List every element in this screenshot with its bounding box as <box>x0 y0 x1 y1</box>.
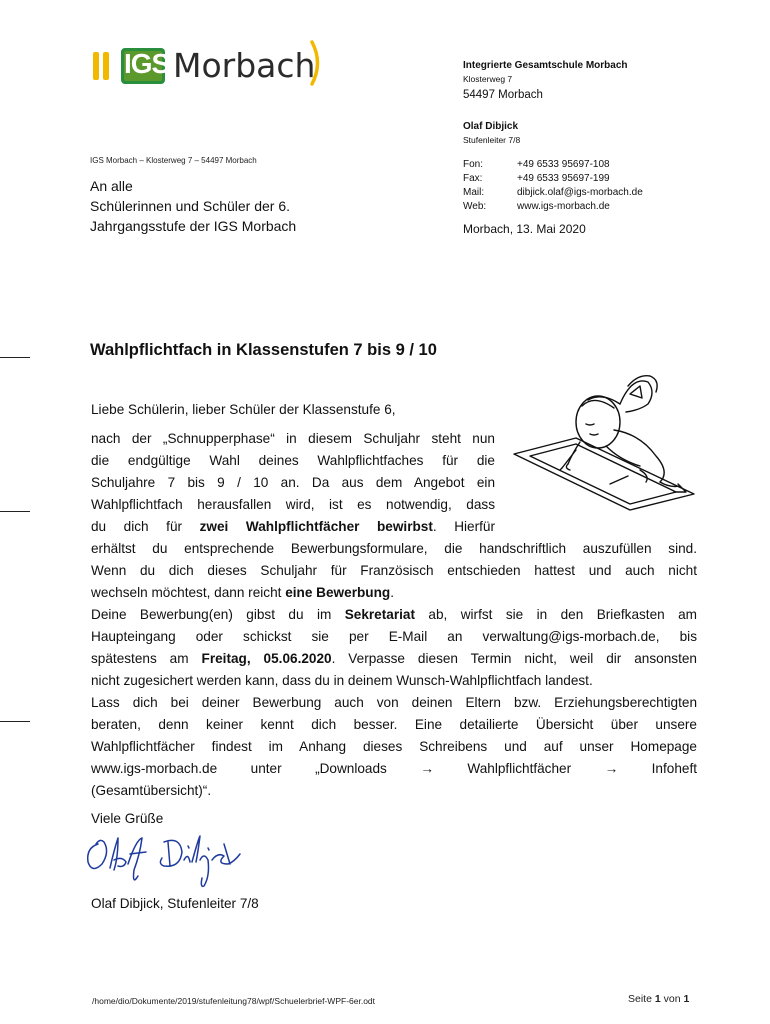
body-line: beraten, denn keiner kennt dich besser. Eine detailierte Übersicht über unsere <box>91 717 697 732</box>
body-line: Wahlpflichtfächer findest im Anhang dieses Schreibens und auf unser Homepage <box>91 739 697 754</box>
page-prefix: Seite <box>628 993 655 1005</box>
body-text-run: Deine Bewerbung(en) gibst du im <box>91 607 345 622</box>
recipient-block <box>90 176 410 236</box>
email-value: dibjick.olaf@igs-morbach.de <box>517 187 643 198</box>
contact-label: Mail: <box>463 187 485 198</box>
emphasis-two-applications: zwei Wahlpflichtfächer bewirbst <box>199 519 433 534</box>
fax-value: +49 6533 95697-199 <box>517 173 610 184</box>
body-line: Haupteingang oder schickst sie per E-Mail an verwaltung@igs-morbach.de, bis <box>91 629 697 644</box>
body-line <box>91 604 697 626</box>
logo-bar-left <box>93 52 99 80</box>
body-line: Schuljahre 7 bis 9 / 10 an. Da aus dem Angebot ein <box>91 475 495 490</box>
body-line: erhältst du entsprechende Bewerbungsformulare, die handschriftlich auszufüllen sind. <box>91 541 697 556</box>
contact-row-mail <box>463 186 753 200</box>
body-text-run: wechseln möchtest, dann reicht <box>91 585 286 600</box>
contact-label: Fax: <box>463 173 483 184</box>
body-wide-block <box>91 538 697 802</box>
body-narrow-block <box>91 428 495 538</box>
body-line <box>91 582 697 604</box>
contact-row-web <box>463 200 753 214</box>
web-value: www.igs-morbach.de <box>517 201 610 212</box>
recipient-line-3: Jahrgangsstufe der IGS Morbach <box>90 218 297 234</box>
emphasis-one-application: eine Bewerbung <box>285 585 391 600</box>
contact-label: Web: <box>463 201 487 212</box>
body-line: www.igs-morbach.de unter „Downloads → Wahlpflichtfächer → Infoheft <box>91 761 697 776</box>
contact-label: Fon: <box>463 159 484 170</box>
school-logo <box>93 46 333 92</box>
body-text-run: du dich für <box>91 519 200 534</box>
body-text-run: . Verpasse diesen Termin nicht, weil dir ansonsten <box>331 651 697 666</box>
body-line: Wenn du dich dieses Schuljahr für Französisch entschieden hattest und auch nicht <box>91 563 697 578</box>
contact-row-fon <box>463 158 753 172</box>
body-text-run: . Hierfür <box>432 519 495 534</box>
signature-name: Olaf Dibjick, Stufenleiter 7/8 <box>91 896 259 911</box>
body-line: Lass dich bei deiner Bewerbung auch von deinen Eltern bzw. Erziehungsberechtigten <box>91 695 697 710</box>
sender-person-name: Olaf Dibjick <box>463 121 519 132</box>
logo-wordmark: Morbach <box>173 46 316 85</box>
body-text-run: ab, wirfst sie in den Briefkasten am <box>414 607 697 622</box>
sender-person <box>463 120 753 147</box>
handwritten-signature <box>84 830 254 892</box>
logo-paren <box>309 40 323 86</box>
contact-row-fax <box>463 172 753 186</box>
phone-value: +49 6533 95697-108 <box>517 159 610 170</box>
body-line: Wahlpflichtfach herausfallen wird, ist es notwendig, dass <box>91 497 495 512</box>
logo-bar-right <box>103 52 109 80</box>
body-text-run: . <box>390 585 394 600</box>
body-line: die endgültige Wahl deines Wahlpflichtfaches für die <box>91 453 495 468</box>
salutation: Liebe Schülerin, lieber Schüler der Klassenstufe 6, <box>91 402 396 417</box>
body-line <box>91 648 697 670</box>
sender-street: Klosterweg 7 <box>463 74 513 84</box>
page-mid: von <box>660 993 684 1005</box>
recipient-line-2: Schülerinnen und Schüler der 6. <box>90 198 291 214</box>
writing-child-illustration <box>510 364 700 514</box>
sender-school-name: Integrierte Gesamtschule Morbach <box>463 60 628 71</box>
recipient-line-1: An alle <box>90 178 133 194</box>
punch-mark <box>0 511 30 512</box>
fold-mark-top <box>0 357 30 358</box>
body-line: nicht zugesichert werden kann, dass du in deinem Wunsch-Wahlpflichtfach landest. <box>91 673 593 688</box>
page-current: 1 <box>654 993 661 1005</box>
body-text-run: spätestens am <box>91 651 202 666</box>
emphasis-secretariat: Sekretariat <box>344 607 415 622</box>
letter-subject: Wahlpflichtfach in Klassenstufen 7 bis 9 / 10 <box>90 341 437 359</box>
body-line: (Gesamtübersicht)“. <box>91 783 212 798</box>
return-address: IGS Morbach – Klosterweg 7 – 54497 Morbach <box>90 156 257 165</box>
page-total: 1 <box>683 993 690 1005</box>
body-line <box>91 516 495 538</box>
sender-person-role: Stufenleiter 7/8 <box>463 135 521 145</box>
fold-mark-bottom <box>0 721 30 722</box>
letter-date: Morbach, 13. Mai 2020 <box>463 222 586 236</box>
sender-block <box>463 59 753 104</box>
logo-igs-text: IGS <box>124 48 170 79</box>
closing: Viele Grüße <box>91 811 164 826</box>
contact-list <box>463 158 753 218</box>
file-path: /home/dio/Dokumente/2019/stufenleitung78/wpf/Schuelerbrief-WPF-6er.odt <box>92 996 376 1006</box>
body-line: nach der „Schnupperphase“ in diesem Schuljahr steht nun <box>91 431 495 446</box>
page-number <box>628 993 689 1005</box>
sender-city: 54497 Morbach <box>463 89 543 101</box>
emphasis-deadline: Freitag, 05.06.2020 <box>201 651 332 666</box>
